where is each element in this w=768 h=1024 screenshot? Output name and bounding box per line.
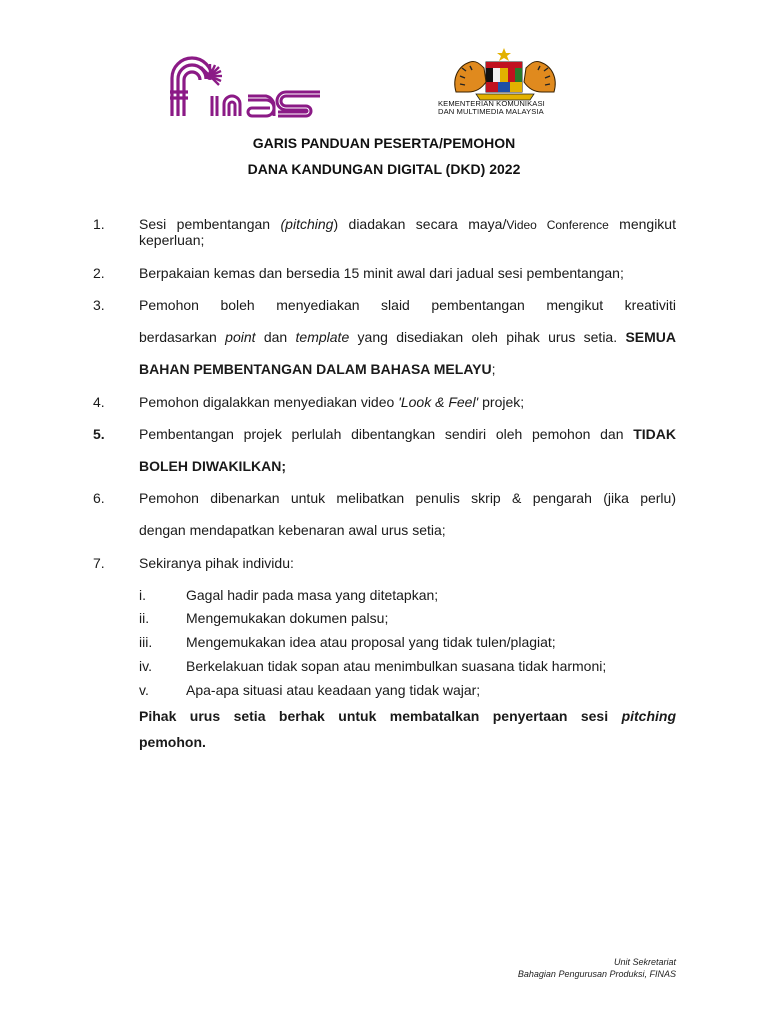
- item-text: Berpakaian kemas dan bersedia 15 minit awal dari jadual sesi pembentangan;: [139, 265, 624, 281]
- item-number: 3.: [93, 297, 105, 313]
- item-text: Sesi pembentangan (pitching) diadakan secara maya/Video Conference mengikut: [139, 216, 676, 232]
- item-number: 2.: [93, 265, 105, 281]
- coat-of-arms-icon: [446, 48, 564, 104]
- item-text: berdasarkan point dan template yang disediakan oleh pihak urus setia. SEMUA: [139, 329, 676, 345]
- item-text: keperluan;: [139, 232, 205, 248]
- item-text: Pemohon dibenarkan untuk melibatkan penulis skrip & pengarah (jika perlu): [139, 490, 676, 506]
- closing-text: Pihak urus setia berhak untuk membatalkan penyertaan sesi pitching: [139, 708, 676, 724]
- ministry-name-line1: KEMENTERIAN KOMUNIKASI: [438, 99, 545, 108]
- item-number: 7.: [93, 555, 105, 571]
- document-page: KEMENTERIAN KOMUNIKASI DAN MULTIMEDIA MALAYSIA GARIS PANDUAN PESERTA/PEMOHON DANA KANDUNGAN DIGITAL (DKD) 2022 1. Sesi pembentangan (pitching) diadakan secara maya/Video Conference mengikut keperluan; 2. Berpakaian kemas dan bersedia 15 minit awal dari jadual sesi pembentangan; 3. Pemohon boleh menyediakan slaid pembentangan mengikut kreativiti berdasarkan point dan template yang disediakan oleh pihak urus setia. SEMUA BAHAN PEMBENTANGAN DALAM BAHASA MELAYU; 4. Pemohon digalakkan menyediakan video 'Look & Feel' projek; 5. Pembentangan projek perlulah dibentangkan sendiri oleh pemohon dan TIDAK BOLEH DIWAKILKAN; 6. Pemohon dibenarkan untuk melibatkan penulis skrip & pengarah (jika perlu) dengan mendapatkan kebenaran awal urus setia; 7. Sekiranya pihak individu: i. Gagal hadir pada masa yang ditetapkan; ii. Mengemukakan dokumen palsu; iii. Mengemukakan idea atau proposal yang tidak tulen/plagiat; iv. Berkelakuan tidak sopan atau menimbulkan suasana tidak harmoni; v. Apa-apa situasi atau keadaan yang tidak wajar; Pihak urus setia berhak untuk membatalkan penyertaan sesi pitching pemohon. Unit Sekretariat Bahagian Pengurusan Produksi, FINAS: [0, 0, 768, 1024]
- item-text: Sekiranya pihak individu:: [139, 555, 294, 571]
- finas-logo: [166, 52, 324, 118]
- item-text: dengan mendapatkan kebenaran awal urus setia;: [139, 522, 446, 538]
- closing-text: pemohon.: [139, 734, 206, 750]
- item-text: Pembentangan projek perlulah dibentangkan sendiri oleh pemohon dan TIDAK: [139, 426, 676, 442]
- item-text: Pemohon boleh menyediakan slaid pembentangan mengikut kreativiti: [139, 297, 676, 313]
- footer-department: Bahagian Pengurusan Produksi, FINAS: [517, 969, 676, 979]
- item-number: 4.: [93, 394, 105, 410]
- document-subtitle: DANA KANDUNGAN DIGITAL (DKD) 2022: [247, 161, 521, 177]
- item-number: 6.: [93, 490, 105, 506]
- item-text: BAHAN PEMBENTANGAN DALAM BAHASA MELAYU;: [139, 361, 496, 377]
- kkmm-logo: [438, 48, 578, 120]
- item-text: BOLEH DIWAKILKAN;: [139, 458, 286, 474]
- item-text: Pemohon digalakkan menyediakan video 'Look & Feel' projek;: [139, 394, 525, 410]
- ministry-name-line2: DAN MULTIMEDIA MALAYSIA: [438, 107, 544, 116]
- footer-unit: Unit Sekretariat: [613, 957, 676, 967]
- ministry-name: [438, 100, 583, 116]
- document-title: GARIS PANDUAN PESERTA/PEMOHON: [252, 135, 516, 151]
- item-number: 5.: [93, 426, 105, 442]
- item-number: 1.: [93, 216, 105, 232]
